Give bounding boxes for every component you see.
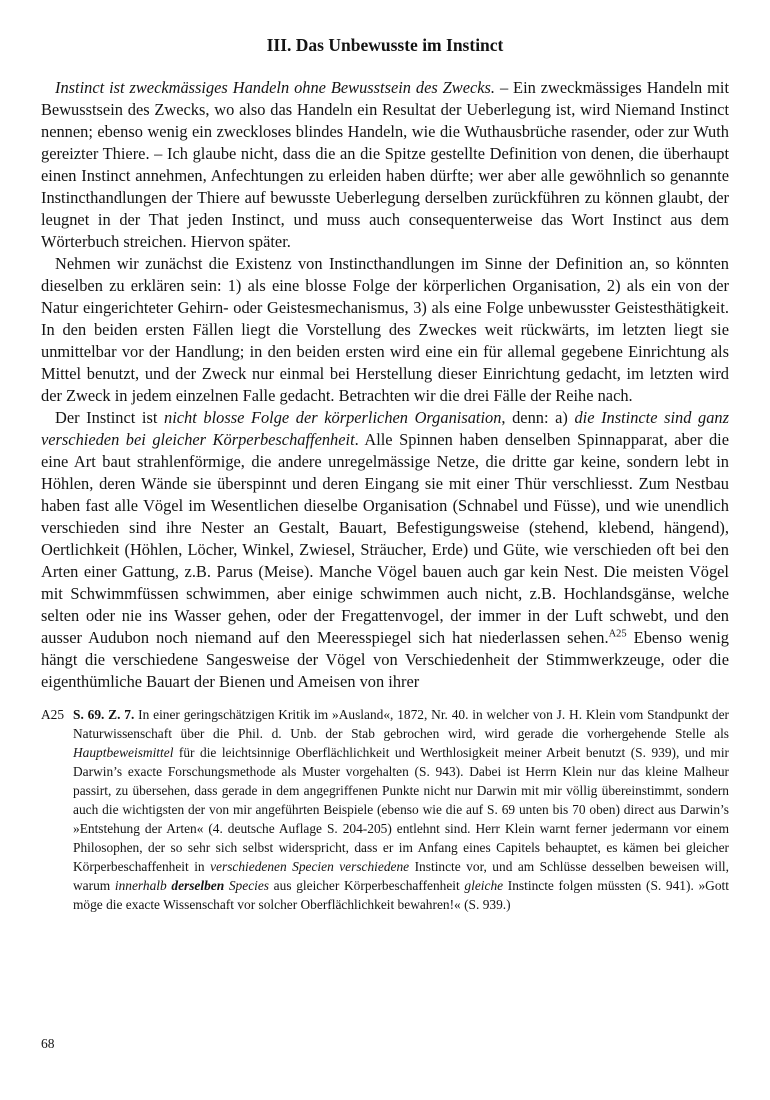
text-run: für die leichtsinnige Oberflächlichkeit und Werthlosigkeit meiner Arbeit benutzt (S. 939), und mir Darwin’s exacte Forschungsmethode als Muster vorgehalten (S. 943). Dabei ist Herrn Klein nur das kleine Malheur passirt, zu übersehen, dass gerade in dem angegriffenen Punkte nicht nur Darwin mit mir völlig übereinstimmt, sondern auch die wichtigsten der von mir angeführten Beispiele (ebenso wie die auf S. 69 unten bis 70 oben) direct aus Darwin’s »Entstehung der Arten« (4. deutsche Auflage S. 204-205) entlehnt sind. Herr Klein warnt ferner jedermann vor einem Philosophen, der so sehr sich selbst widerspricht, dass er im Anfang eines Capitels behauptet, es kämen bei gleicher Körperbeschaffenheit in — [73, 745, 729, 874]
footnote-label: A25 — [41, 707, 65, 722]
text-run: derselben — [171, 878, 225, 893]
text-run: Instincte folgen müssten (S. 941). »Gott möge die exacte Wissenschaft vor solcher Oberflächlichkeit bewahren!« (S. 939.) — [73, 878, 729, 912]
footnote-text — [73, 705, 729, 914]
text-run: gleiche — [464, 878, 504, 893]
text-run: . Alle Spinnen haben denselben Spinnapparat, aber die eine Art baut strahlenförmige, die andere unregelmässige Netze, die dritte gar keine, sondern lebt in Höhlen, deren Wände sie überspinnt und deren Eingang sie mit einer Thür verschliesst. Zum Nestbau haben fast alle Vögel im Wesentlichen dieselbe Organisation (Schnabel und Füsse), und wie unendlich verschieden sind ihre Nester an Gestalt, Bauart, Befestigungsweise (stehend, klebend, hängend), Oertlichkeit (Höhlen, Löcher, Winkel, Zwiesel, Sträucher, Erde) und Güte, wie verschieden oft bei den Arten einer Gattung, z.B. Parus (Meise). Manche Vögel bauen auch gar kein Nest. Die meisten Vögel mit Schwimmfüssen schwimmen, aber einige schwimmen auch nicht, z.B. Hochlandsgänse, welche selten oder nie ins Wasser gehen, oder der Fregattenvogel, der immer in der Luft schwebt, und den ausser Audubon noch niemand auf den Meeresspiegel sich hat niederlassen sehen. — [41, 430, 729, 647]
footnote-marker: A25 — [608, 628, 627, 640]
text-run: Instincte vor, und am Schlüsse desselben beweisen will, warum — [73, 859, 729, 893]
text-run: Der Instinct ist — [55, 408, 165, 427]
text-run: Species — [224, 878, 270, 893]
text-run: nicht blosse Folge der körperlichen Organisation — [164, 408, 502, 427]
text-run: – Ein zweckmässiges Handeln mit Bewusstsein des Zwecks, wo also das Handeln ein Resultat der Ueberlegung ist, wird Niemand Instinct nennen; ebenso wenig ein zweckloses blindes Handeln, wie die Wuthausbrüche rasender, oder zur Wuth gereizter Thiere. – Ich glaube nicht, dass die an die Spitze gestellte Definition von denen, die überhaupt einen Instinct annehmen, Anfechtungen zu erleiden haben dürfte; wer aber alle gewöhnlich so genannte Instincthandlungen der Thiere auf bewusste Ueberlegung derselben zurückführen zu können glaubt, der leugnet in der That jeden Instinct, und muss auch consequenterweise das Wort Instinct aus dem Wörterbuch streichen. Hiervon später. — [41, 78, 729, 251]
paragraph — [41, 407, 729, 693]
text-run: In einer geringschätzigen Kritik im »Ausland«, 1872, Nr. 40. in welcher von J. H. Klein vom Standpunkt der Naturwissenschaft über die Phil. d. Unb. der Stab gebrochen wird, wird gerade die vorhergehende Stelle als — [73, 707, 729, 741]
text-run: verschiedenen Specien verschiedene — [210, 859, 410, 874]
text-run: Instinct ist zweckmässiges Handeln ohne Bewusstsein des Zwecks. — [55, 78, 496, 97]
text-run: aus gleicher Körperbeschaffenheit — [269, 878, 465, 893]
text-run: die Instincte sind ganz verschieden bei gleicher Körperbeschaffenheit — [41, 408, 729, 449]
chapter-heading: III. Das Unbewusste im Instinct — [266, 35, 504, 55]
text-run: , denn: a) — [501, 408, 575, 427]
body-text — [41, 77, 729, 693]
paragraph — [41, 253, 729, 407]
footnote — [41, 705, 729, 914]
text-run: Nehmen wir zunächst die Existenz von Instincthandlungen im Sinne der Definition an, so könnten dieselben zu erklären sein: 1) als eine blosse Folge der körperlichen Organisation, 2) als ein von der Natur eingerichteter Gehirn- oder Geistesmechanismus, 3) als eine Folge unbewusster Geistesthätigkeit. In den beiden ersten Fällen liegt die Vorstellung des Zweckes weit rückwärts, im letzten liegt sie unmittelbar vor der Handlung; in den beiden ersten wird eine ein für allemal gegebene Einrichtung als Mittel benutzt, und der Zweck nur einmal bei Herstellung dieser Einrichtung gedacht, im letzten wird der Zweck in jedem einzelnen Falle gedacht. Betrachten wir die drei Fälle der Reihe nach. — [41, 254, 729, 405]
text-run: Hauptbeweismittel — [73, 745, 174, 760]
text-run: Ebenso wenig hängt die verschiedene Sangesweise der Vögel von Verschiedenheit der Stimmwerkzeuge, oder die eigenthümliche Bauart der Bienen und Ameisen von ihrer — [41, 628, 729, 691]
text-run: S. 69. Z. 7. — [73, 707, 135, 722]
paragraph — [41, 77, 729, 253]
page-number: 68 — [41, 1036, 55, 1051]
text-run: innerhalb — [114, 878, 172, 893]
